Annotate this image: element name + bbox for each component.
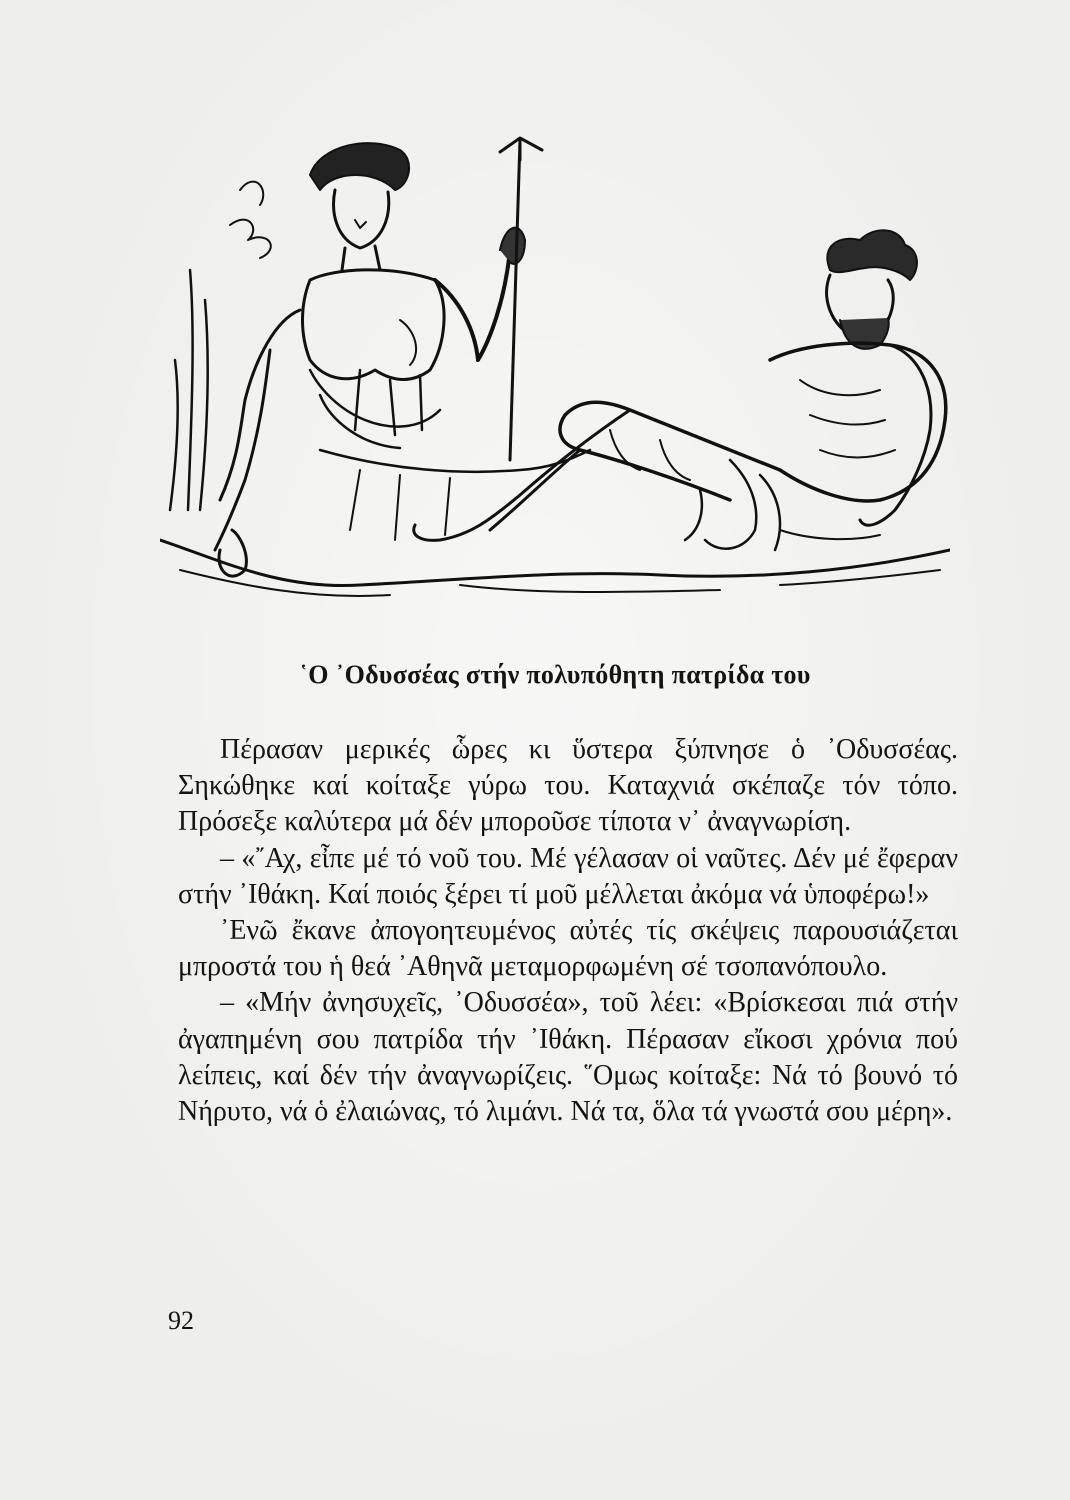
chapter-title: ῾Ο ᾿Οδυσσέας στήν πολυπόθητη πατρίδα του xyxy=(299,660,811,689)
athena-face xyxy=(334,190,389,248)
athena-neck xyxy=(342,246,380,270)
odysseus-hair xyxy=(827,230,917,280)
odysseus-arm xyxy=(860,345,931,525)
page-number: 92 xyxy=(168,1306,194,1335)
athena-hair xyxy=(310,143,409,190)
illustration-athena-and-odysseus xyxy=(160,130,950,600)
reeds xyxy=(170,270,208,510)
body-text xyxy=(178,732,958,1130)
odysseus-leg-upper xyxy=(560,402,780,500)
paragraph: – «Μήν ἀνησυχεῖς, ᾿Οδυσσέα», τοῦ λέει: «Βρίσκεσαι πιά στήν ἀγαπημένη σου πατρίδα τήν ᾿Ιθάκη. Πέρασαν εἴκοσι χρόνια πού λείπεις, καί δέν τήν ἀναγνωρίζεις. ῞Ομως κοίταξε: Νά τό βουνό τό Νήρυτο, νά ὁ ἐλαιώνας, τό λιμάνι. Νά τα, ὅλα τά γνωστά σου μέρη». xyxy=(178,987,958,1128)
spear xyxy=(510,140,520,460)
paragraph: ᾿Ενῶ ἔκανε ἀπογοητευμένος αὐτές τίς σκέψεις παρουσιάζεται μπροστά του ἡ θεά ᾿Αθηνᾶ μεταμορφωμένη σέ τσοπανόπουλο. xyxy=(178,915,958,983)
paragraph: – «῎Αχ, εἶπε μέ τό νοῦ του. Μέ γέλασαν οἱ ναῦτες. Δέν μέ ἔφεραν στήν ᾿Ιθάκη. Καί ποιός ξέρει τί μοῦ μέλλεται ἀκόμα νά ὑποφέρω!» xyxy=(178,842,958,910)
athena-arm xyxy=(435,250,510,360)
odysseus-drapery xyxy=(685,460,780,550)
ground xyxy=(160,540,950,586)
athena-torso xyxy=(303,270,445,380)
paragraph: Πέρασαν μερικές ὧρες κι ὕστερα ξύπνησε ὁ ᾿Οδυσσέας. Σηκώθηκε καί κοίταξε γύρω του. Καταχνιά σκέπαζε τόν τόπο. Πρόσεξε καλύτερα μά δέν μποροῦσε τίποτα ν᾿ ἀναγνωρίση. xyxy=(178,734,958,838)
athena-drapery xyxy=(310,370,440,448)
